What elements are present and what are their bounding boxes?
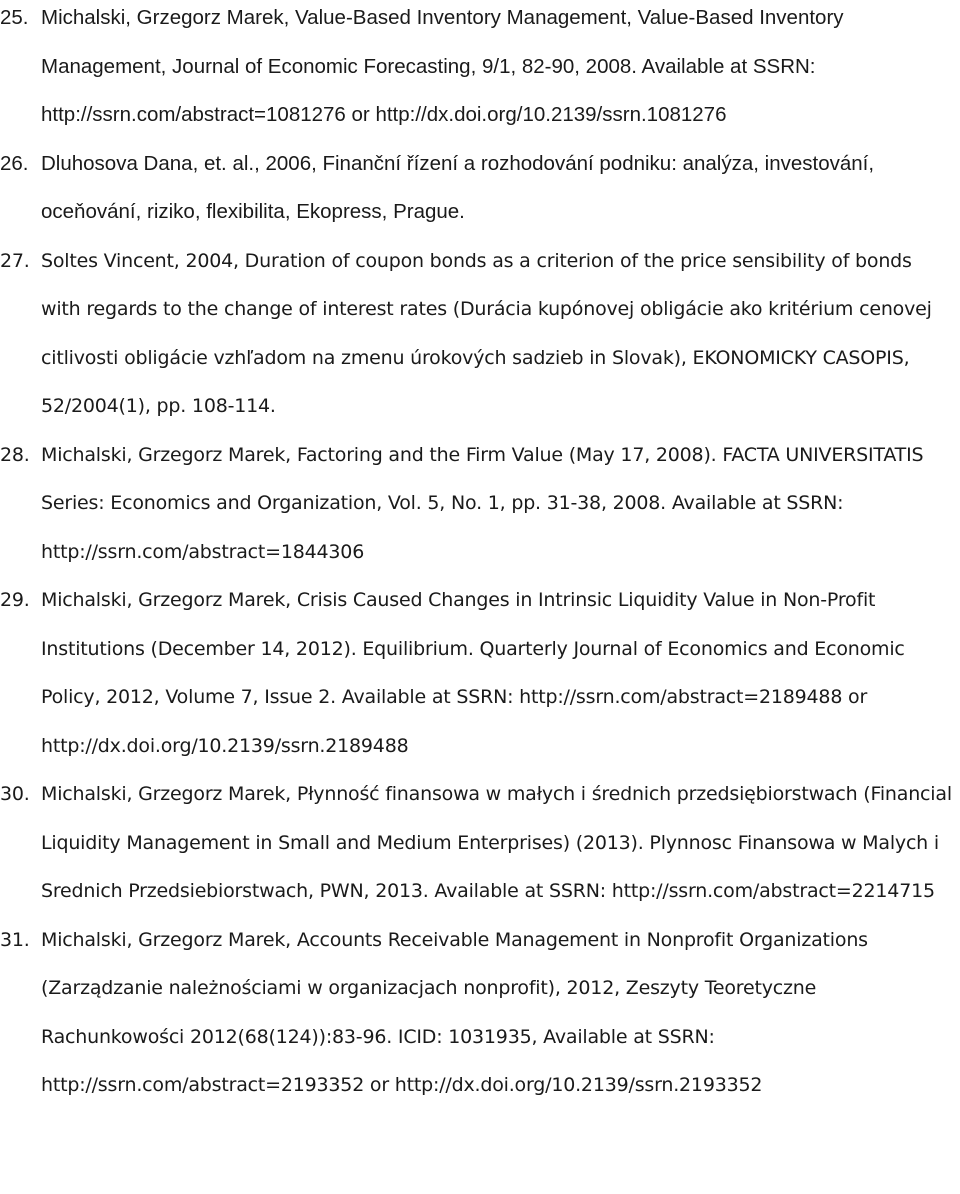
reference-number: 28. bbox=[0, 443, 30, 466]
reference-text: Michalski, Grzegorz Marek, Value-Based Inventory Management, Value-Based Inventory Management, Journal of Economic Forecasting, 9/1, 82-90, 2008. Available at SSRN: http://ssrn.com/abstract=1081276 or http://dx.doi.org/10.2139/ssrn.1081276 bbox=[41, 6, 844, 126]
reference-number: 31. bbox=[0, 928, 30, 951]
reference-text: Dluhosova Dana, et. al., 2006, Finanční řízení a rozhodování podniku: analýza, investování, oceňování, riziko, flexibilita, Ekopress, Prague. bbox=[41, 151, 875, 223]
reference-number: 26. bbox=[0, 151, 29, 175]
reference-item-31 bbox=[0, 916, 960, 1110]
reference-text: Soltes Vincent, 2004, Duration of coupon bonds as a criterion of the price sensibility of bonds with regards to the change of interest rates (Durácia kupónovej obligácie ako kritérium cenovej citlivosti obligácie vzhľadom na zmenu úrokových sadzieb in Slovak), EKONOMICKY CASOPIS, 52/2004(1), pp. 108-114. bbox=[41, 249, 932, 417]
reference-text: Michalski, Grzegorz Marek, Accounts Receivable Management in Nonprofit Organizations (Zarządzanie należnościami w organizacjach nonprofit), 2012, Zeszyty Teoretyczne Rachunkowości 2012(68(124)):83-96. ICID: 1031935, Available at SSRN: http://ssrn.com/abstract=2193352 or http://dx.doi.org/10.2139/ssrn.2193352 bbox=[41, 928, 868, 1096]
reference-number: 25. bbox=[0, 6, 29, 29]
reference-text: Michalski, Grzegorz Marek, Płynność finansowa w małych i średnich przedsiębiorstwach (Financial Liquidity Management in Small and Medium Enterprises) (2013). Plynnosc Finansowa w Malych i Srednich Przedsiebiorstwach, PWN, 2013. Available at SSRN: http://ssrn.com/abstract=2214715 bbox=[41, 783, 952, 902]
reference-text: Michalski, Grzegorz Marek, Crisis Caused Changes in Intrinsic Liquidity Value in Non-Profit Institutions (December 14, 2012). Equilibrium. Quarterly Journal of Economics and Economic Policy, 2012, Volume 7, Issue 2. Available at SSRN: http://ssrn.com/abstract=2189488 or http://dx.doi.org/10.2139/ssrn.2189488 bbox=[41, 589, 905, 757]
reference-item-26 bbox=[0, 140, 960, 237]
reference-number: 29. bbox=[0, 589, 30, 611]
reference-item-25 bbox=[0, 0, 960, 140]
reference-number: 30. bbox=[0, 783, 30, 805]
reference-item-29 bbox=[0, 576, 960, 770]
reference-number: 27. bbox=[0, 249, 30, 272]
reference-item-30 bbox=[0, 770, 960, 916]
reference-item-28 bbox=[0, 431, 960, 577]
reference-item-27 bbox=[0, 237, 960, 431]
reference-text: Michalski, Grzegorz Marek, Factoring and the Firm Value (May 17, 2008). FACTA UNIVERSITATIS Series: Economics and Organization, Vol. 5, No. 1, pp. 31-38, 2008. Available at SSRN: http://ssrn.com/abstract=1844306 bbox=[41, 443, 924, 563]
